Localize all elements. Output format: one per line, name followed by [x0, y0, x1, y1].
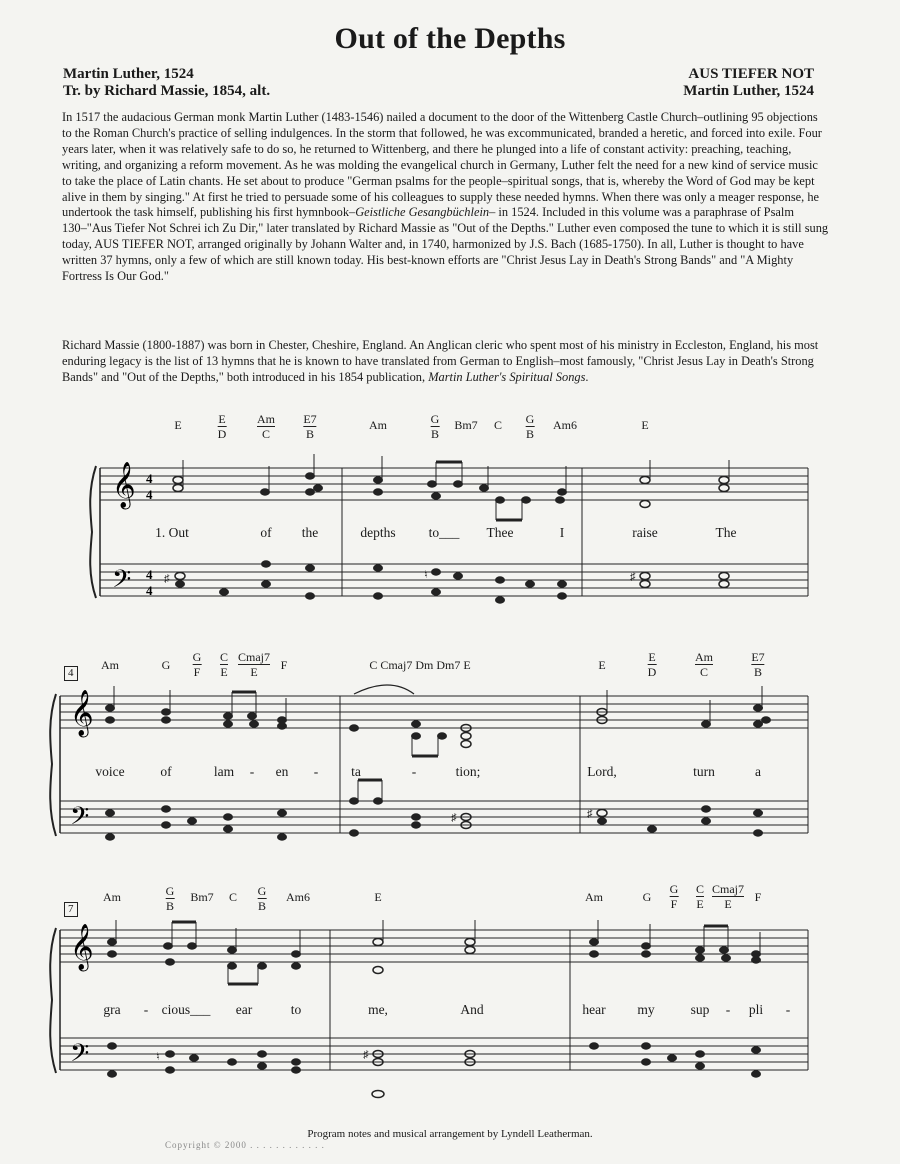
lyric-syllable: And	[460, 1002, 484, 1017]
text-credits	[63, 66, 270, 100]
lyric-syllable: cious___	[161, 1002, 211, 1017]
lyric-syllable: of	[160, 764, 172, 779]
chord-symbol: G	[642, 890, 652, 904]
lyric-syllable: a	[755, 764, 761, 779]
lyric-syllable: I	[559, 525, 565, 540]
music-system-2	[0, 646, 900, 871]
chord-symbol: Bm7	[190, 890, 214, 904]
author-line: Martin Luther, 1524	[63, 66, 194, 82]
chord-symbol: C Cmaj7 Dm Dm7 E	[369, 658, 471, 672]
lyric-syllable: raise	[632, 525, 658, 540]
note-text: Richard Massie (1800-1887) was born in Chester, Cheshire, England. An Anglican cleric who spent most of his ministry in Eccleston, England, his most enduring legacy is the list of 13 hymns that he is known to have translated from German to English–most famously, "Christ Jesus Lay in Death's Strong Bands" and "Out of the Depths," both introduced in his 1854 publication,	[62, 338, 819, 384]
lyric-syllable: The	[715, 525, 737, 540]
chord-symbol: E	[598, 658, 606, 672]
lyric-syllable: -	[143, 1002, 149, 1017]
program-note-massie	[62, 338, 830, 386]
lyric-syllable: my	[637, 1002, 655, 1017]
note-italic-title: Martin Luther's Spiritual Songs	[428, 369, 586, 384]
lyric-syllable: Thee	[486, 525, 514, 540]
chord-symbol: F	[280, 658, 288, 672]
chord-symbol: G	[161, 658, 171, 672]
chord-symbol: G B	[257, 884, 267, 913]
chord-symbol: Am C	[695, 650, 713, 679]
lyric-syllable: gra	[103, 1002, 121, 1017]
svg-text:4: 4	[146, 487, 153, 502]
svg-text:𝄞: 𝄞	[70, 924, 94, 970]
chord-symbol: E D	[647, 650, 657, 679]
chord-symbol: E7 B	[303, 412, 317, 441]
chord-symbol: G F	[192, 650, 202, 679]
lyric-syllable: to	[290, 1002, 302, 1017]
lyric-syllable: hear	[582, 1002, 606, 1017]
lyric-syllable: -	[785, 1002, 791, 1017]
lyric-syllable: the	[301, 525, 319, 540]
lyric-syllable: -	[249, 764, 255, 779]
chord-symbol: G B	[525, 412, 535, 441]
chord-symbol: G F	[669, 882, 679, 911]
lyric-syllable: 1. Out	[155, 525, 189, 540]
svg-text:𝄢: 𝄢	[70, 802, 90, 837]
note-text: In 1517 the audacious German monk Martin Luther (1483-1546) nailed a document to the door of the Wittenberg Castle Church–outlining 95 objections to the Roman Church's practice of selling indulgences. In the storm that followed, he was excommunicated, branded a heretic, and forced into exile. Four years later, when it was relatively safe to do so, he returned to Wittenberg, and there he plunged into a life of constant activity: preaching, teaching, writing, and organizing a reform movement. As he was molding the evangelical church in Germany, Luther felt the need for a new kind of service music to take the place of Latin chants. He set about to produce "German psalms for the people–spiritual songs, that is, whereby the Word of God may be kept alive in them by singing." At first he tried to persuade some of his colleagues to supply these needed hymns. When there was only a meager response, he undertook the task himself, publishing his first hymnbook–	[62, 110, 822, 220]
lyric-syllable: voice	[95, 764, 125, 779]
chord-symbol: G B	[165, 884, 175, 913]
lyric-syllable: -	[725, 1002, 731, 1017]
chord-symbol: E	[641, 418, 649, 432]
arrangement-credit: Program notes and musical arrangement by Lyndell Leatherman.	[307, 1128, 593, 1140]
lyric-syllable: me,	[368, 1002, 388, 1017]
lyric-syllable: of	[260, 525, 272, 540]
svg-text:4: 4	[146, 567, 153, 582]
chord-symbol: Am	[585, 890, 603, 904]
svg-text:4: 4	[146, 583, 153, 598]
chord-symbol: Am C	[257, 412, 275, 441]
lyric-syllable: Lord,	[587, 764, 617, 779]
program-note-luther	[62, 110, 830, 285]
measure-number: 4	[64, 666, 78, 681]
svg-text:𝄢: 𝄢	[112, 565, 132, 600]
tune-credits	[683, 66, 814, 100]
svg-text:♯: ♯	[363, 1049, 369, 1061]
lyric-syllable: turn	[693, 764, 715, 779]
note-italic-title: Geistliche Gesangbüchlein	[355, 205, 490, 220]
chord-symbol: Am6	[553, 418, 577, 432]
copyright-notice: Copyright © 2000 . . . . . . . . . . . .	[165, 1140, 325, 1150]
chord-symbol: E D	[217, 412, 227, 441]
svg-text:𝄢: 𝄢	[70, 1039, 90, 1074]
chord-symbol: C E	[219, 650, 229, 679]
note-text: .	[585, 369, 589, 384]
chord-symbol: Cmaj7 E	[712, 882, 744, 911]
chord-symbol: Am	[103, 890, 121, 904]
lyric-syllable: tion;	[455, 764, 481, 779]
lyric-syllable: ear	[235, 1002, 253, 1017]
svg-text:♯: ♯	[630, 571, 636, 583]
lyric-syllable: -	[411, 764, 417, 779]
chord-symbol: E	[374, 890, 382, 904]
music-system-1	[0, 400, 900, 630]
chord-symbol: C	[493, 418, 503, 432]
chord-symbol: Am	[101, 658, 119, 672]
staff-graphics	[0, 400, 900, 630]
composer-line: Martin Luther, 1524	[683, 83, 814, 99]
svg-text:♮: ♮	[424, 569, 428, 581]
lyric-syllable: pli	[748, 1002, 764, 1017]
music-system-3	[0, 878, 900, 1110]
lyric-syllable: en	[275, 764, 289, 779]
chord-symbol: Am6	[286, 890, 310, 904]
staff-graphics	[0, 878, 900, 1110]
chord-symbol: C E	[695, 882, 705, 911]
chord-symbol: E	[174, 418, 182, 432]
svg-text:♯: ♯	[164, 573, 170, 585]
lyric-syllable: depths	[360, 525, 396, 540]
chord-symbol: Am	[369, 418, 387, 432]
svg-text:4: 4	[146, 471, 153, 486]
svg-text:♮: ♮	[156, 1051, 160, 1063]
chord-symbol: E7 B	[751, 650, 765, 679]
page-title: Out of the Depths	[334, 22, 566, 55]
measure-number: 7	[64, 902, 78, 917]
svg-text:𝄞: 𝄞	[112, 462, 136, 508]
lyric-syllable: lam	[213, 764, 235, 779]
translator-line: Tr. by Richard Massie, 1854, alt.	[63, 83, 271, 99]
svg-text:♯: ♯	[451, 812, 457, 824]
svg-text:𝄞: 𝄞	[70, 690, 94, 736]
chord-symbol: G B	[430, 412, 440, 441]
lyric-syllable: -	[313, 764, 319, 779]
tune-name: AUS TIEFER NOT	[688, 66, 814, 82]
chord-symbol: F	[754, 890, 762, 904]
chord-symbol: C	[228, 890, 238, 904]
lyric-syllable: to___	[428, 525, 460, 540]
svg-text:♯: ♯	[587, 808, 593, 820]
lyric-syllable: ta	[351, 764, 361, 779]
note-text: – in 1524. Included in this volume was a paraphrase of Psalm 130–"Aus Tiefer Not Schrei ich Zu Dir," later translated by Richard Massie as "Out of the Depths." Luther even composed the tune to which it is still sung today, AUS TIEFER NOT, arranged originally by Johann Walter and, in 1740, harmonized by J.S. Bach (1685-1750). In all, Luther is thought to have written 37 hymns, only a few of which are still known today. His best-known efforts are "Christ Jesus Lay in Death's Strong Bands" and "A Mighty Fortress Is Our God."	[62, 205, 829, 284]
chord-symbol: Cmaj7 E	[238, 650, 270, 679]
staff-graphics	[0, 646, 900, 871]
chord-symbol: Bm7	[454, 418, 478, 432]
lyric-syllable: sup	[690, 1002, 710, 1017]
